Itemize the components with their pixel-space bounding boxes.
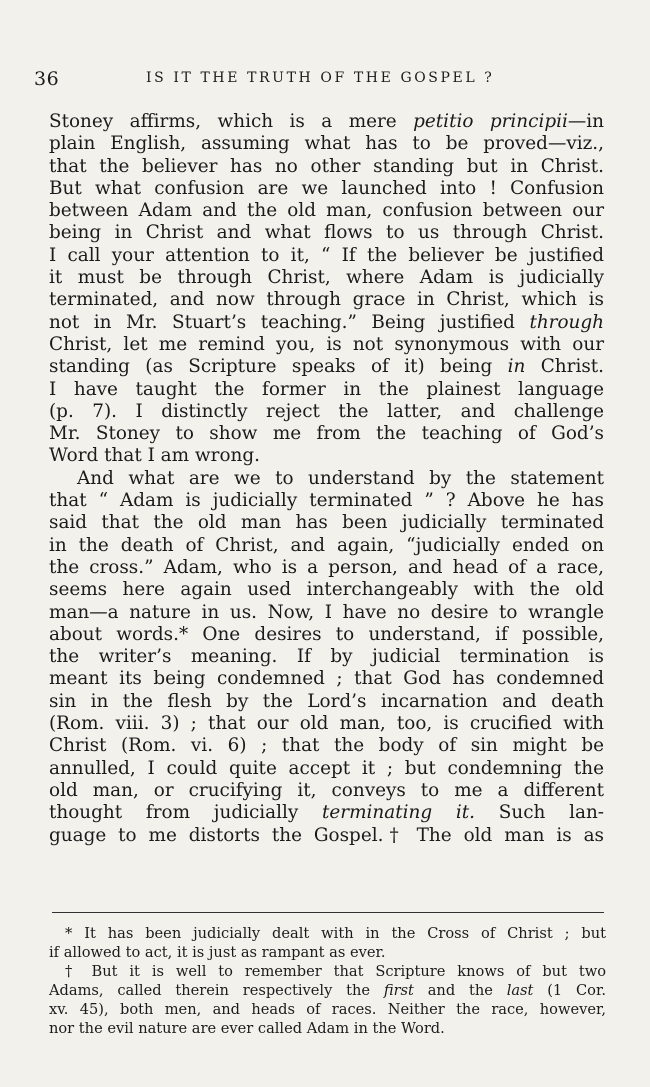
footnote-line: † But it is well to remember that Scripture knows of but two [65, 963, 606, 980]
text-line: guage to me distorts the Gospel.† The old man is as [49, 824, 604, 846]
text-line: in the death of Christ, and again, “judicially ended on [49, 534, 604, 556]
text-line: But what confusion are we launched into ! Confusion [49, 177, 604, 199]
text-line: said that the old man has been judicially terminated [49, 512, 604, 534]
text-line: the writer’s meaning. If by judicial termination is [49, 646, 604, 668]
text-line: (p. 7). I distinctly reject the latter, and challenge [49, 400, 604, 422]
footnote-line: nor the evil nature are ever called Adam in the Word. [49, 1020, 445, 1037]
footnote-line: * It has been judicially dealt with in the Cross of Christ ; but [65, 925, 606, 942]
text-line: being in Christ and what flows to us through Christ. [49, 222, 604, 244]
text-line: old man, or crucifying it, conveys to me a different [49, 779, 604, 801]
text-line: Stoney affirms, which is a mere petitio principii—in [49, 111, 604, 132]
text-line: (Rom. viii. 3) ; that our old man, too, is crucified with [49, 713, 604, 735]
text-line: Word that I am wrong. [49, 445, 260, 467]
text-line: it must be through Christ, where Adam is judicially [49, 267, 604, 289]
text-line: I have taught the former in the plainest language [49, 378, 604, 400]
text-line: thought from judicially terminating it. Such lan- [49, 802, 604, 824]
body-text [49, 111, 604, 847]
running-title: IS IT THE TRUTH OF THE GOSPEL ? [146, 70, 495, 86]
footnote-line: if allowed to act, it is just as rampant as ever. [49, 944, 386, 961]
text-line: Christ, let me remind you, is not synonymous with our [49, 333, 604, 355]
footnote-line: xv. 45), both men, and heads of races. Neither the race, however, [49, 1001, 606, 1018]
text-line: terminated, and now through grace in Christ, which is [49, 289, 604, 311]
text-line: that the believer has no other standing but in Christ. [49, 155, 604, 177]
text-line: seems here again used interchangeably with the old [49, 579, 604, 601]
page-header [34, 68, 610, 96]
footnotes [49, 924, 606, 1038]
text-line: Mr. Stoney to show me from the teaching of God’s [49, 423, 604, 445]
footnote-divider [52, 912, 604, 913]
page-number: 36 [34, 68, 60, 90]
footnote-line: Adams, called therein respectively the first and the last (1 Cor. [49, 982, 606, 999]
text-line: Christ (Rom. vi. 6) ; that the body of sin might be [49, 735, 604, 757]
text-line: between Adam and the old man, confusion between our [49, 200, 604, 222]
text-line: annulled, I could quite accept it ; but condemning the [49, 757, 604, 779]
text-line: I call your attention to it, “ If the believer be justified [49, 244, 604, 266]
text-line: And what are we to understand by the statement [77, 467, 604, 489]
text-line: man—a nature in us. Now, I have no desire to wrangle [49, 601, 604, 623]
text-line: not in Mr. Stuart’s teaching.” Being justified through [49, 311, 604, 333]
text-line: that “ Adam is judicially terminated ” ? Above he has [49, 490, 604, 512]
text-line: standing (as Scripture speaks of it) being in Christ. [49, 356, 604, 378]
text-line: sin in the flesh by the Lord’s incarnation and death [49, 690, 604, 712]
text-line: plain English, assuming what has to be proved—viz., [49, 133, 604, 155]
text-line: meant its being condemned ; that God has condemned [49, 668, 604, 690]
text-line: the cross.” Adam, who is a person, and head of a race, [49, 556, 604, 578]
text-line: about words.* One desires to understand, if possible, [49, 623, 604, 645]
